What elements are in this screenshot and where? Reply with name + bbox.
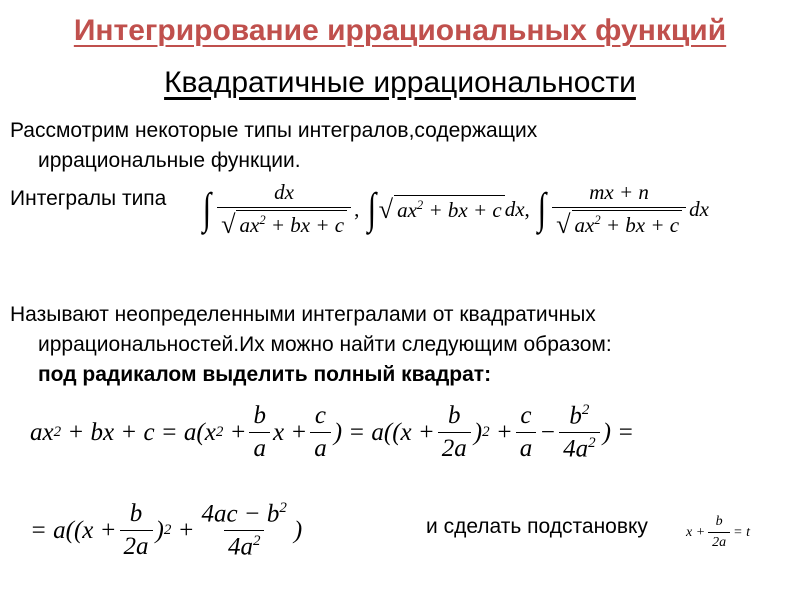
result-formula: = a((x + $\frac{b}{2a}$ ) 2 + $\frac{4ac - b^2}{4a^2}$ ) [30,500,303,561]
integrals-label: Интегралы типа [10,187,167,210]
method-line-2: иррациональностей.Их можно найти следующим образом: [38,333,612,356]
method-line-1: Называют неопределенными интегралами от квадратичных [10,303,596,326]
slide-title: Интегрирование иррациональных функций [73,14,727,47]
slide-subtitle: Квадратичные иррациональности [164,66,636,99]
substitution-formula: x + $\frac{b}{2a}$ = t [686,514,751,550]
complete-square-formula: ax 2 + bx + c = a(x 2 + $\frac{b}{a}$ x + $\frac{c}{a}$ ) = a((x + $\frac{b}{2a}$ ) 2 + $\frac{c}{a}$ − $\frac{b^2}{4a^2}$ ) = [30,402,635,463]
intro-line-1: Рассмотрим некоторые типы интегралов,содержащих [10,119,538,142]
method-paragraph [10,300,612,390]
integral-forms: ∫ dx √ $ax^2$ + bx + c , ∫ √ $ax^2$ + bx + c dx , ∫ mx + n √ $ax^2$ + bx + c dx [202,180,709,239]
substitution-text: и сделать подстановку [426,515,648,538]
intro-line-2: иррациональные функции. [38,149,301,172]
intro-paragraph [10,116,537,176]
method-line-3: под радикалом выделить полный квадрат: [38,363,492,386]
